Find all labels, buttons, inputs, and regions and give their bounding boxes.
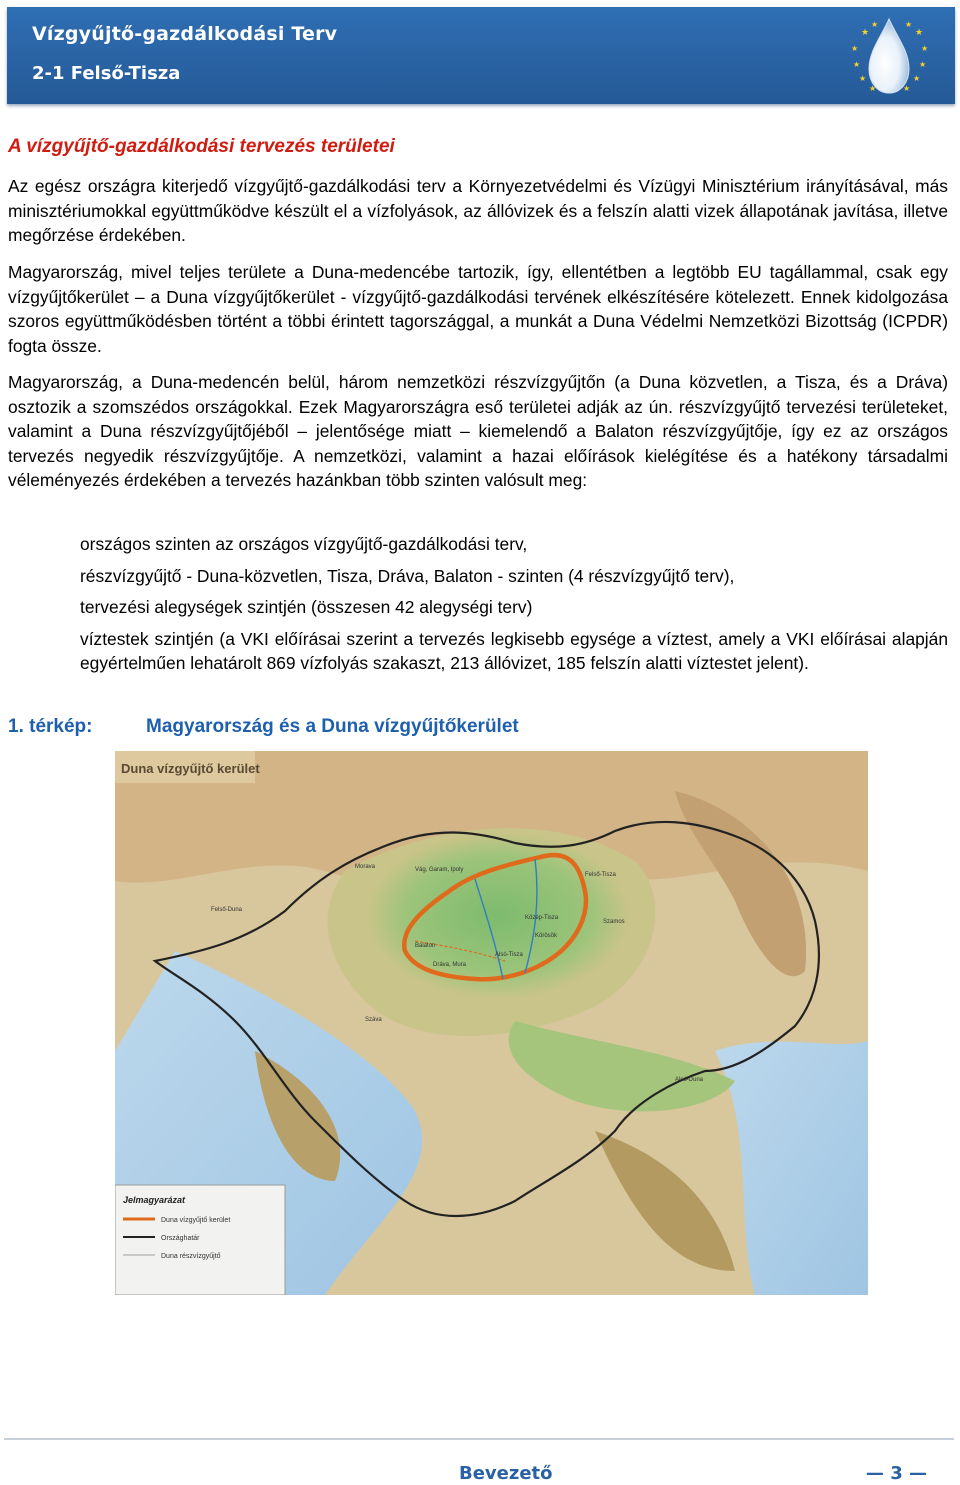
footer-section-label: Bevezető [459,1463,553,1484]
svg-text:★: ★ [903,84,911,93]
legend-item: Országhatár [161,1235,200,1242]
map-label: Felső-Duna [211,907,243,913]
map-label: Dráva, Mura [433,962,467,968]
svg-text:★: ★ [915,27,924,37]
map-title: Duna vízgyűjtő kerület [121,761,260,776]
svg-text:★: ★ [919,60,927,69]
danube-basin-map [115,751,868,1295]
section-heading: A vízgyűjtő-gazdálkodási tervezés területei [8,136,395,157]
map-label: Szamos [603,919,625,925]
map-label: Vág, Garam, Ipoly [415,867,464,873]
map-label: Alsó-Tisza [495,952,523,958]
eu-water-drop-logo-icon [845,13,933,101]
list-item: víztestek szintjén (a VKI előírásai szerint a tervezés legkisebb egysége a víztest, amely a VKI előírásai alapján egyértelműen lehatárolt 869 vízfolyás szakaszt, 213 állóvizet, 185 felszín alatti víztestet jelent). [80,628,948,674]
list-item: tervezési alegységek szintjén (összesen 42 alegységi terv) [80,597,533,618]
planning-levels-list [8,532,948,683]
figure-caption [8,716,519,738]
paragraph-2: Magyarország, mivel teljes területe a Duna-medencébe tartozik, így, ellentétben a legtöbb EU tagállammal, csak egy vízgyűjtőkerület – a Duna vízgyűjtőkerület - vízgyűjtő-gazdálkodási tervének elkészítésére kötelezett. Ennek kidolgozása szoros együttműködésben történt a többi érintett tagországgal, a munkát a Duna Védelmi Nemzetközi Bizottság (ICPDR) fogta össze. [8,262,948,356]
figure-number: 1. térkép: [8,716,93,737]
svg-text:★: ★ [869,84,877,93]
map-label: Alsó-Duna [675,1077,704,1083]
list-item: részvízgyűjtő - Duna-közvetlen, Tisza, Dráva, Balaton - szinten (4 részvízgyűjtő terv), [80,565,735,586]
document-title: Vízgyűjtő-gazdálkodási Terv [32,23,338,45]
legend-title: Jelmagyarázat [123,1195,186,1205]
list-item: országos szinten az országos vízgyűjtő-gazdálkodási terv, [80,534,528,554]
svg-text:★: ★ [859,74,867,83]
page-number: 3 [890,1463,903,1484]
figure-caption-text: Magyarország és a Duna vízgyűjtőkerület [146,716,519,737]
svg-text:★: ★ [853,60,861,69]
map-label: Morava [355,864,376,870]
map-label: Körösök [535,933,558,939]
svg-text:★: ★ [851,44,859,53]
legend-item: Duna részvízgyűjtő [161,1253,221,1260]
svg-text:★: ★ [861,27,870,37]
map-legend [115,1185,285,1295]
map-label: Balaton [415,943,436,949]
map-label: Száva [365,1017,382,1023]
footer-page: — 3 — [865,1463,927,1484]
document-subtitle: 2-1 Felső-Tisza [32,63,181,84]
svg-text:★: ★ [871,20,879,29]
paragraph-3: Magyarország, a Duna-medencén belül, három nemzetközi részvízgyűjtőn (a Duna közvetlen, a Tisza, és a Dráva) osztozik a szomszédos országokkal. Ezek Magyarországra eső területei adják az ún. részvízgyűjtő tervezési területeket, valamint a Duna részvízgyűjtőjéből – jelentősége miatt – kiemelendő a Balaton részvízgyűjtője, így ez az országos tervezés negyedik részvízgyűjtője. A nemzetközi, valamint a hazai előírások kielégítése és a hatékony társadalmi véleményezés érdekében a tervezés hazánkban több szinten valósult meg: [8,372,948,491]
svg-text:★: ★ [905,20,913,29]
legend-item: Duna vízgyűjtő kerület [161,1217,231,1224]
map-label: Közép-Tisza [525,915,559,921]
footer-divider [4,1438,954,1440]
document-header [7,7,955,104]
svg-text:★: ★ [921,44,929,53]
svg-text:★: ★ [913,74,921,83]
map-label: Felső-Tisza [585,872,616,878]
paragraph-1: Az egész országra kiterjedő vízgyűjtő-gazdálkodási terv a Környezetvédelmi és Vízügyi Minisztérium irányításával, más minisztériumokkal együttműködve készült el a vízfolyások, az állóvizek és a felszín alatti vizek állapotának javítása, illetve megőrzése érdekében. [8,176,948,246]
main-content [8,136,948,737]
